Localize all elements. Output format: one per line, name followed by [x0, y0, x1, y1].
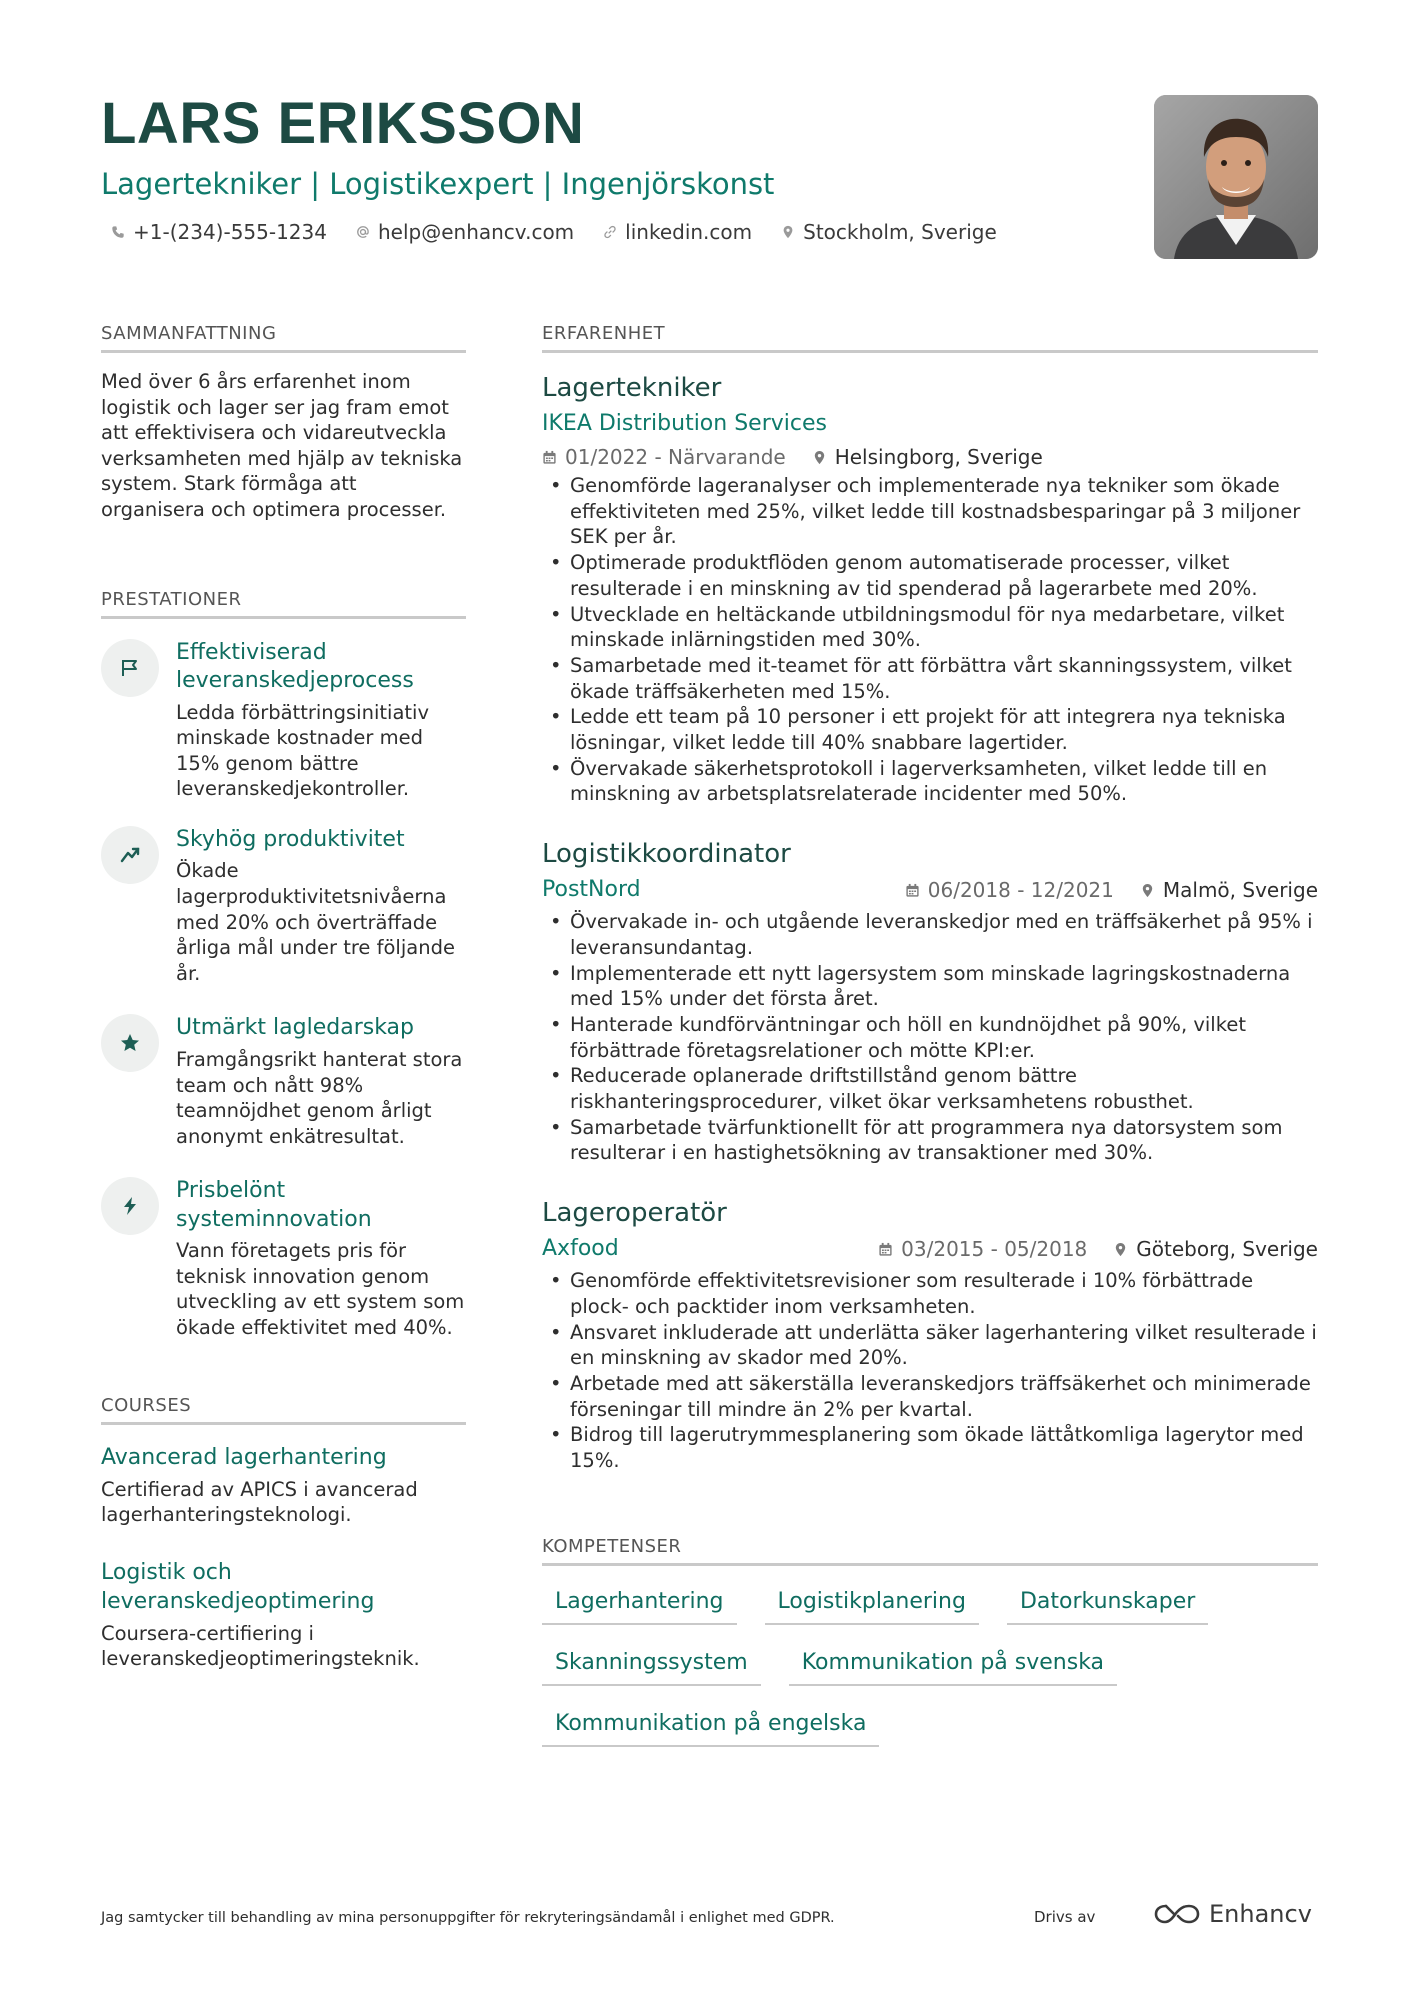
job-title: Logistikkoordinator — [542, 839, 791, 870]
candidate-name: LARS ERIKSSON — [101, 91, 585, 156]
job-entry — [542, 1196, 1318, 1474]
email-text: help@enhancv.com — [377, 220, 575, 244]
right-column — [542, 323, 1318, 1767]
bullet-item: • Bidrog till lagerutrymmesplanering som ökade lättåtkomliga lagerytor med 15%. — [542, 1422, 1318, 1473]
location-pin-icon — [779, 223, 797, 241]
left-column — [101, 323, 466, 1672]
job-dates: 06/2018 - 12/2021 — [927, 878, 1114, 903]
job-title: Lageroperatör — [542, 1198, 727, 1229]
location-pin-icon — [1140, 883, 1155, 898]
bullet-item: • Utvecklade en heltäckande utbildningsmodul för nya medarbetare, vilket minskade inlärningstiden med 30%. — [542, 602, 1318, 653]
profile-photo — [1154, 95, 1318, 259]
bullet-item: • Hanterade kundförväntningar och höll en kundnöjdhet på 90%, vilket förbättrade företagsrelationer och mötte KPI:er. — [542, 1012, 1318, 1063]
bolt-icon — [101, 1177, 159, 1235]
achievement-title: Utmärkt lagledarskap — [176, 1015, 415, 1041]
course-item — [101, 1558, 466, 1672]
job-meta — [878, 1237, 1318, 1261]
location-text: Stockholm, Sverige — [803, 220, 997, 244]
bullet-item: • Samarbetade tvärfunktionellt för att programmera nya datorsystem som resulterar i en hastighetsökning av transaktioner med 30%. — [542, 1115, 1318, 1166]
course-desc: Coursera-certifiering i leveranskedjeoptimeringsteknik. — [101, 1621, 420, 1671]
skills-list — [542, 1584, 1302, 1767]
job-bullets — [542, 1268, 1318, 1474]
experience-heading: ERFARENHET — [542, 323, 1318, 353]
course-desc: Certifierad av APICS i avancerad lagerhanteringsteknologi. — [101, 1477, 418, 1527]
summary-heading: SAMMANFATTNING — [101, 323, 466, 353]
contact-row — [101, 220, 1101, 244]
achievement-title: Skyhög produktivitet — [176, 826, 405, 852]
flag-icon — [101, 639, 159, 697]
achievement-item — [101, 639, 466, 802]
company-name: Axfood — [542, 1236, 619, 1262]
courses-heading: COURSES — [101, 1395, 466, 1425]
powered-by-label: Drivs av — [1034, 1908, 1096, 1926]
job-entry — [542, 837, 1318, 1166]
calendar-icon — [905, 883, 920, 898]
achievement-title: Prisbelönt systeminnovation — [176, 1178, 372, 1232]
job-meta — [905, 878, 1318, 902]
course-item — [101, 1443, 466, 1528]
job-location: Göteborg, Sverige — [1136, 1237, 1318, 1262]
job-bullets — [542, 473, 1318, 807]
bullet-item: • Implementerade ett nytt lagersystem som minskade lagringskostnaderna med 15% under det första året. — [542, 961, 1318, 1012]
link-icon — [601, 223, 619, 241]
job-bullets — [542, 909, 1318, 1166]
calendar-icon — [878, 1242, 893, 1257]
resume-header — [101, 92, 1101, 244]
contact-location — [779, 220, 997, 244]
bullet-item: • Optimerade produktflöden genom automatiserade processer, vilket resulterade i en minskning av tid spenderad på lagerarbete med 20%. — [542, 550, 1318, 601]
course-title: Avancerad lagerhantering — [101, 1444, 387, 1470]
job-entry — [542, 371, 1318, 807]
phone-text: +1-(234)-555-1234 — [133, 220, 327, 244]
location-pin-icon — [1113, 1242, 1128, 1257]
brand-logo[interactable] — [1153, 1900, 1312, 1928]
job-title: Lagertekniker — [542, 373, 722, 403]
trend-icon — [101, 826, 159, 884]
calendar-icon — [542, 450, 557, 465]
skills-heading: KOMPETENSER — [542, 1536, 1318, 1566]
contact-email[interactable] — [354, 220, 574, 244]
course-title: Logistik och leveranskedjeoptimering — [101, 1559, 375, 1614]
summary-text: Med över 6 års erfarenhet inom logistik och lager ser jag fram emot att effektivisera och vidareutveckla verksamheten med hjälp av tekniska system. Stark förmåga att organisera och optimera processer. — [101, 370, 463, 521]
skill-tag: Datorkunskaper — [1007, 1584, 1208, 1625]
location-pin-icon — [812, 450, 827, 465]
bullet-item: • Ledde ett team på 10 personer i ett projekt för att integrera nya tekniska lösningar, vilket ledde till 40% snabbare lagertider. — [542, 704, 1318, 755]
bullet-item: • Övervakade in- och utgående leveranskedjor med en träffsäkerhet på 95% i leveransundantag. — [542, 909, 1318, 960]
phone-icon — [109, 223, 127, 241]
contact-phone[interactable] — [109, 220, 327, 244]
infinity-logo-icon — [1153, 1901, 1201, 1927]
bullet-item: • Övervakade säkerhetsprotokoll i lagerverksamheten, vilket ledde till en minskning av arbetsplatsrelaterade incidenter med 50%. — [542, 756, 1318, 807]
linkedin-text: linkedin.com — [625, 220, 753, 244]
contact-linkedin[interactable] — [601, 220, 752, 244]
company-name: PostNord — [542, 877, 641, 903]
skill-tag: Kommunikation på svenska — [789, 1645, 1117, 1686]
skill-tag: Lagerhantering — [542, 1584, 737, 1625]
bullet-item: • Genomförde effektivitetsrevisioner som resulterade i 10% förbättrade plock- och packtider inom verksamheten. — [542, 1268, 1318, 1319]
company-name: IKEA Distribution Services — [542, 411, 827, 436]
skill-tag: Kommunikation på engelska — [542, 1706, 879, 1747]
achievements-heading: PRESTATIONER — [101, 589, 466, 619]
achievement-desc: Vann företagets pris för teknisk innovation genom utveckling av ett system som ökade effektivitet med 40%. — [176, 1239, 465, 1340]
achievement-item — [101, 1014, 466, 1149]
bullet-item: • Samarbetade med it-teamet för att förbättra vårt skanningssystem, vilket ökade träffsäkerheten med 15%. — [542, 653, 1318, 704]
achievement-desc: Ökade lagerproduktivitetsnivåerna med 20% och överträffade årliga mål under tre följande år. — [176, 859, 455, 985]
achievement-desc: Ledda förbättringsinitiativ minskade kostnader med 15% genom bättre leveranskedjekontroller. — [176, 700, 429, 801]
gdpr-consent: Jag samtycker till behandling av mina personuppgifter för rekryteringsändamål i enlighet med GDPR. — [101, 1910, 835, 1926]
bullet-item: • Ansvaret inkluderade att underlätta säker lagerhantering vilket resulterade i en minskning av skador med 20%. — [542, 1320, 1318, 1371]
bullet-item: • Reducerade oplanerade driftstillstånd genom bättre riskhanteringsprocedurer, vilket ökar verksamhetens robusthet. — [542, 1063, 1318, 1114]
job-meta — [542, 445, 1318, 469]
skill-tag: Logistikplanering — [765, 1584, 979, 1625]
achievement-item — [101, 1177, 466, 1340]
job-location: Helsingborg, Sverige — [834, 445, 1043, 469]
at-icon — [354, 223, 372, 241]
job-location: Malmö, Sverige — [1162, 878, 1318, 903]
job-dates: 03/2015 - 05/2018 — [901, 1237, 1088, 1262]
candidate-title: Lagertekniker | Logistikexpert | Ingenjörskonst — [101, 167, 775, 201]
brand-name: Enhancv — [1209, 1900, 1312, 1928]
bullet-item: • Genomförde lageranalyser och implementerade nya tekniker som ökade effektiviteten med 25%, vilket ledde till kostnadsbesparingar på 3 miljoner SEK per år. — [542, 473, 1318, 550]
job-dates: 01/2022 - Närvarande — [565, 445, 786, 469]
bullet-item: • Arbetade med att säkerställa leveranskedjors träffsäkerhet och minimerade förseningar till mindre än 2% per kvartal. — [542, 1371, 1318, 1422]
achievement-title: Effektiviserad leveranskedjeprocess — [176, 639, 414, 694]
achievement-desc: Framgångsrikt hanterat stora team och nått 98% teamnöjdhet genom årligt anonymt enkätresultat. — [176, 1047, 463, 1148]
achievement-item — [101, 826, 466, 986]
skill-tag: Skanningssystem — [542, 1645, 761, 1686]
star-icon — [101, 1014, 159, 1072]
